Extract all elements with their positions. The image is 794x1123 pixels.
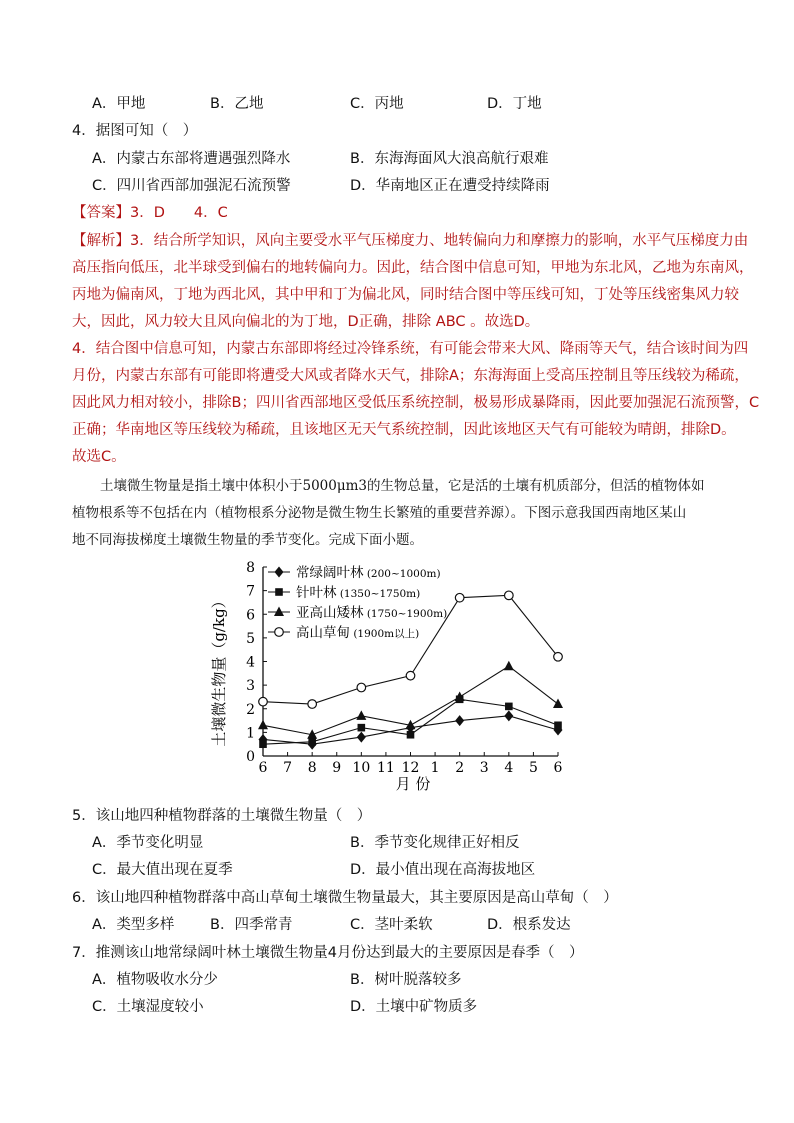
point-square: [358, 724, 366, 732]
legend-label: [296, 604, 447, 621]
q4-stem: 4．据图可知（ ）: [72, 123, 198, 139]
x-tick-label: 3: [479, 760, 489, 776]
q7-option-a: A．植物吸收水分少: [92, 972, 218, 988]
legend-series-name: 高山草甸: [296, 625, 350, 641]
x-tick-label: 6: [258, 760, 268, 776]
point-square: [505, 703, 513, 711]
answer-label: 【答案】: [72, 205, 130, 221]
point-square: [308, 738, 316, 746]
q3-option-c: C．丙地: [350, 96, 404, 112]
analysis-line: 故选C。: [72, 449, 126, 465]
q7-option-d: D．土壤中矿物质多: [350, 999, 478, 1015]
y-tick-label: 8: [246, 560, 255, 576]
q5-option-c: C．最大值出现在夏季: [92, 862, 233, 878]
chart-legend: [268, 564, 447, 641]
q5-option-b: B．季节变化规律正好相反: [350, 835, 520, 851]
point-circle: [308, 700, 317, 709]
analysis-line: 高压指向低压，北半球受到偏右的地转偏向力。因此，结合图中信息可知，甲地为东北风，乙地为东南风，: [72, 260, 754, 276]
q5-option-a: A．季节变化明显: [92, 835, 204, 851]
legend-series-range: (1350~1750m): [336, 588, 421, 600]
point-diamond: [455, 715, 464, 726]
q6-option-b: B．四季常青: [210, 917, 293, 933]
q6-option-a: A．类型多样: [92, 917, 175, 933]
x-tick-label: 10: [352, 760, 371, 776]
y-tick-label: 2: [246, 701, 255, 718]
q3-option-a: A．甲地: [92, 96, 146, 112]
point-square: [407, 731, 415, 739]
y-tick-label: 7: [246, 583, 255, 600]
q6-option-c: C．茎叶柔软: [350, 917, 433, 933]
x-tick-label: 4: [504, 760, 514, 776]
analysis-line: 大，因此，风力较大且风向偏北的为丁地，D正确，排除 ABC 。故选D。: [72, 314, 540, 330]
q6-stem: 6．该山地四种植物群落中高山草甸土壤微生物量最大，其主要原因是高山草甸（ ）: [72, 890, 618, 906]
analysis-label: 【解析】: [72, 233, 130, 249]
legend-series-name: 亚高山矮林: [296, 605, 364, 621]
q7-option-b: B．树叶脱落较多: [350, 972, 462, 988]
legend-series-range: (1750~1900m): [363, 608, 448, 620]
intro-line: 地不同海拔梯度土壤微生物量的季节变化。完成下面小题。: [72, 532, 423, 548]
intro-line: 土壤微生物量是指土壤中体积小于5000μm3的生物总量，它是活的土壤有机质部分，但活的植物体如: [100, 478, 705, 494]
point-circle: [357, 683, 366, 692]
x-tick-label: 8: [307, 760, 317, 776]
point-square: [259, 740, 267, 748]
legend-marker-triangle: [274, 607, 284, 617]
point-diamond: [357, 732, 366, 743]
q4-option-c: C．四川省西部加强泥石流预警: [92, 178, 291, 194]
analysis-text: 3．结合所学知识，风向主要受水平气压梯度力、地转偏向力和摩擦力的影响，水平气压梯度力由: [130, 233, 749, 249]
q6-option-d: D．根系发达: [487, 917, 571, 933]
analysis-line: [72, 231, 748, 251]
q5-option-d: D．最小值出现在高海拔地区: [350, 862, 536, 878]
point-circle: [505, 591, 514, 600]
q7-stem: 7．推测该山地常绿阔叶林土壤微生物量4月份达到最大的主要原因是春季（ ）: [72, 945, 584, 961]
point-triangle: [356, 710, 366, 720]
analysis-line: 4．结合图中信息可知，内蒙古东部即将经过冷锋系统，有可能会带来大风、降雨等天气，结合该时间为四: [72, 341, 749, 357]
q3-option-b: B．乙地: [210, 96, 264, 112]
x-tick-label: 2: [455, 760, 465, 776]
legend-series-name: 针叶林: [296, 585, 337, 601]
legend-label: [296, 584, 420, 601]
point-circle: [455, 593, 464, 602]
microbial-biomass-chart: [200, 555, 590, 800]
q4-option-b: B．东海海面风大浪高航行艰难: [350, 151, 549, 167]
q4-option-d: D．华南地区正在遭受持续降雨: [350, 178, 550, 194]
point-circle: [406, 671, 415, 680]
q5-stem: 5．该山地四种植物群落的土壤微生物量（ ）: [72, 808, 372, 824]
x-tick-label: 11: [377, 760, 395, 776]
y-tick-label: 1: [246, 725, 255, 742]
point-circle: [259, 697, 268, 706]
legend-series-name: 常绿阔叶林: [296, 565, 364, 581]
legend-marker-square: [275, 588, 283, 596]
x-tick-label: 7: [283, 760, 293, 776]
y-tick-label: 6: [246, 607, 255, 624]
q3-option-d: D．丁地: [487, 96, 542, 112]
y-axis-label: 土壤微生物量（g/kg）: [210, 593, 228, 747]
y-tick-label: 3: [246, 678, 255, 695]
intro-line: 植物根系等不包括在内（植物根系分泌物是微生物生长繁殖的重要营养源）。下图示意我国西南地区某山: [72, 505, 687, 521]
legend-series-range: (1900m以上): [350, 628, 420, 640]
legend-label: [296, 564, 441, 581]
analysis-line: 月份，内蒙古东部有可能即将遭受大风或者降水天气，排除A；东海海面上受高压控制且等压线较为稀疏，: [72, 368, 749, 384]
legend-label: [296, 624, 419, 641]
analysis-line: 因此风力相对较小，排除B；四川省西部地区受低压系统控制，极易形成暴降雨，因此要加强泥石流预警，C: [72, 395, 760, 411]
answer-text: 3．D 4．C: [130, 205, 228, 221]
x-tick-label: 9: [332, 760, 342, 776]
y-tick-label: 5: [246, 630, 255, 647]
x-tick-label: 6: [553, 760, 563, 776]
x-tick-label: 12: [401, 760, 420, 776]
y-tick-label: 4: [246, 654, 255, 671]
answer-block: [72, 203, 228, 223]
point-triangle: [258, 720, 268, 730]
point-triangle: [504, 661, 514, 671]
legend-marker-diamond: [275, 567, 284, 578]
q7-option-c: C．土壤湿度较小: [92, 999, 204, 1015]
point-triangle: [553, 699, 563, 709]
point-diamond: [504, 710, 513, 721]
legend-marker-circle: [275, 628, 284, 637]
y-tick-label: 0: [246, 749, 255, 765]
q4-option-a: A．内蒙古东部将遭遇强烈降水: [92, 151, 291, 167]
point-square: [554, 721, 562, 729]
x-axis-label: 月 份: [395, 775, 431, 793]
x-tick-label: 1: [430, 760, 440, 776]
point-circle: [554, 652, 563, 661]
legend-series-range: (200~1000m): [363, 568, 441, 580]
analysis-line: 丙地为偏南风，丁地为西北风，其中甲和丁为偏北风，同时结合图中等压线可知，丁处等压线密集风力较: [72, 287, 739, 303]
x-tick-label: 5: [528, 760, 538, 776]
analysis-line: 正确；华南地区等压线较为稀疏，且该地区无天气系统控制，因此该地区天气有可能较为晴朗，排除D。: [72, 422, 736, 438]
